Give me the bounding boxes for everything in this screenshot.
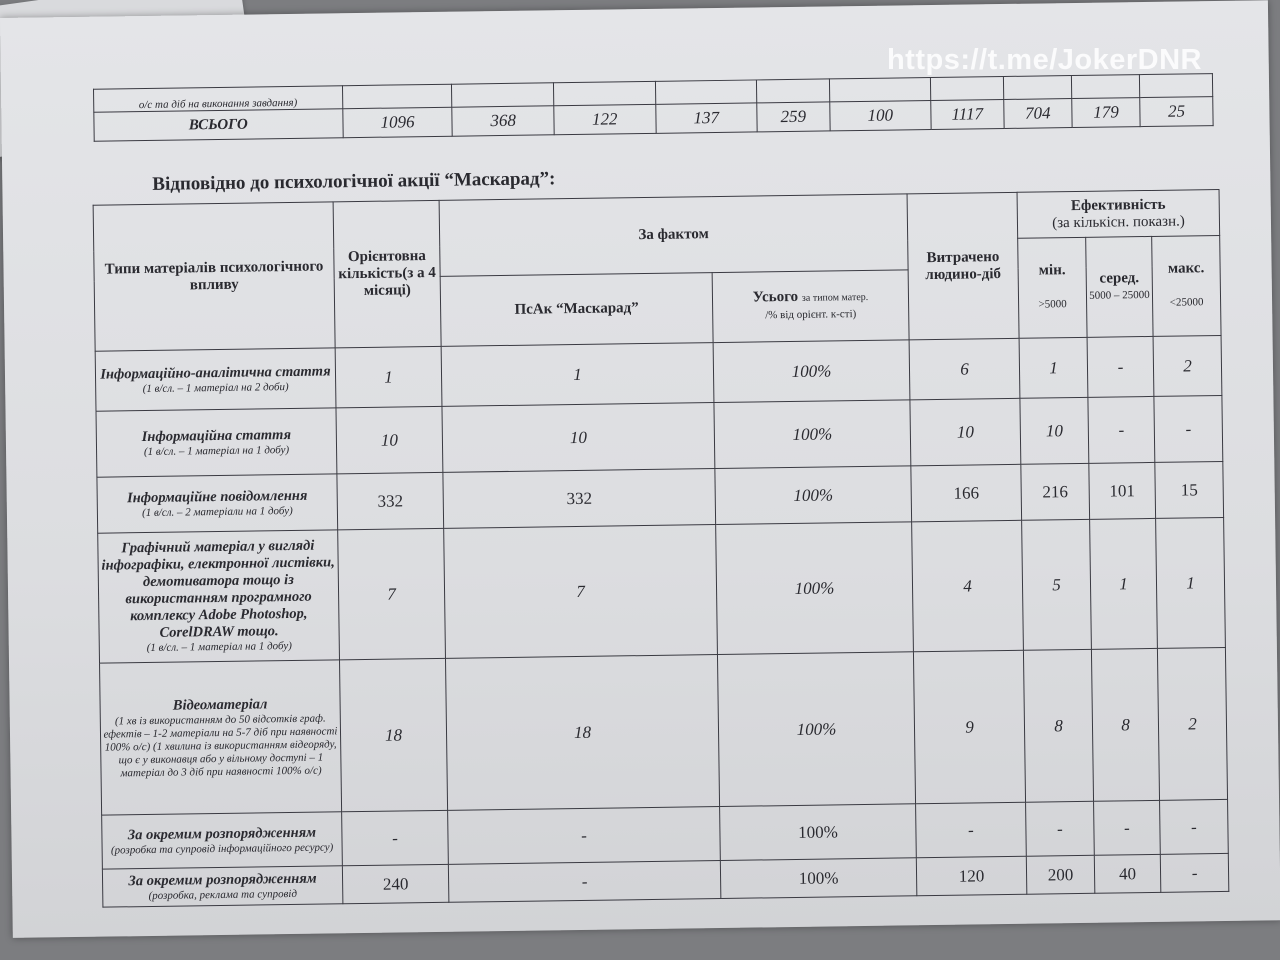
planned-cell: - bbox=[342, 810, 449, 865]
material-note: (розробка, реклама та супровід bbox=[148, 887, 298, 902]
spent-cell: 4 bbox=[912, 520, 1024, 652]
header-efficiency-sub: (за кількісн. показн.) bbox=[1052, 212, 1185, 231]
total-cell: 179 bbox=[1072, 98, 1141, 128]
max-cell: - bbox=[1160, 853, 1229, 892]
max-cell: 15 bbox=[1155, 461, 1224, 518]
header-max-title: макс. bbox=[1167, 260, 1205, 277]
header-min-sub: >5000 bbox=[1038, 298, 1067, 311]
planned-cell: 332 bbox=[337, 472, 444, 529]
watermark-link: https://t.me/JokerDNR bbox=[886, 44, 1202, 76]
min-cell: - bbox=[1026, 801, 1095, 856]
total-cell: 1117 bbox=[931, 99, 1004, 129]
material-note: (1 в/сл. – 2 матеріали на 1 добу) bbox=[141, 504, 293, 519]
table-row bbox=[98, 517, 1226, 663]
total-percent-cell: 100% bbox=[720, 804, 917, 861]
mid-cell: - bbox=[1088, 396, 1155, 463]
min-cell: 10 bbox=[1020, 397, 1089, 464]
planned-cell: 1 bbox=[335, 346, 442, 407]
min-cell: 216 bbox=[1021, 463, 1090, 520]
material-type-cell bbox=[98, 530, 340, 663]
material-type-cell bbox=[102, 812, 343, 869]
material-note: (1 в/сл. – 1 матеріал на 2 доби) bbox=[142, 380, 289, 395]
spent-cell: - bbox=[916, 802, 1027, 858]
min-cell: 5 bbox=[1022, 519, 1092, 650]
mid-cell: 8 bbox=[1091, 648, 1159, 801]
psak-cell: 10 bbox=[442, 403, 715, 473]
header-efficiency-title: Ефективність bbox=[1070, 196, 1166, 214]
total-percent-cell: 100% bbox=[714, 400, 911, 469]
total-cell: 25 bbox=[1140, 97, 1213, 127]
header-max bbox=[1152, 235, 1221, 336]
spent-cell: 9 bbox=[913, 650, 1025, 804]
header-total-small: за типом матер. bbox=[801, 291, 869, 304]
mid-cell: - bbox=[1087, 336, 1154, 397]
min-cell: 1 bbox=[1019, 337, 1088, 398]
total-cell: 704 bbox=[1003, 99, 1072, 129]
min-cell: 8 bbox=[1023, 649, 1093, 802]
planned-cell: 18 bbox=[339, 658, 447, 811]
spent-cell: 166 bbox=[911, 464, 1022, 522]
material-type-cell bbox=[95, 348, 336, 411]
max-cell: 2 bbox=[1153, 335, 1222, 396]
header-total bbox=[712, 270, 909, 343]
mid-cell: 1 bbox=[1090, 518, 1158, 649]
total-percent-cell: 100% bbox=[717, 652, 915, 807]
mid-cell: 40 bbox=[1094, 854, 1161, 893]
materials-table bbox=[93, 189, 1230, 908]
fragment-label: о/с та діб на виконання завдання) bbox=[94, 86, 343, 112]
header-spent: Витрачено людино-діб bbox=[907, 192, 1019, 340]
header-max-sub: <25000 bbox=[1169, 296, 1204, 309]
header-total-main: Усього bbox=[752, 288, 799, 306]
summary-table bbox=[93, 73, 1214, 142]
header-planned: Орієнтовна кількість(з а 4 місяці) bbox=[333, 200, 441, 347]
planned-cell: 7 bbox=[338, 528, 446, 659]
material-type: Інформаційна стаття bbox=[141, 426, 292, 445]
psak-cell: - bbox=[448, 861, 721, 903]
material-type: Відеоматеріал bbox=[172, 695, 268, 714]
total-cell: 100 bbox=[829, 101, 931, 131]
section-caption: Відповідно до психологічної акції “Маскарад”: bbox=[152, 168, 556, 195]
mid-cell: - bbox=[1094, 800, 1161, 855]
max-cell: 2 bbox=[1157, 647, 1227, 800]
material-note: (1 хв із використанням до 50 відсотків граф. ефектів – 1-2 матеріали на 5-7 діб при наявності 100% о/с) (1 хвилина із використанням відеоряду, що є у виконавця або у вільному доступі – 1 матеріал до 3 діб при наявності 100% о/с) bbox=[103, 712, 338, 779]
material-type: Інформаційно-аналітична стаття bbox=[100, 362, 331, 383]
total-cell: 1096 bbox=[342, 107, 452, 138]
material-note: (1 в/сл. – 1 матеріал на 1 добу) bbox=[146, 639, 292, 655]
header-total-sub: /% від орієнт. к-сті) bbox=[765, 308, 857, 322]
header-types: Типи матеріалів психологічного впливу bbox=[93, 202, 335, 351]
material-type-cell bbox=[102, 866, 343, 907]
header-psak: ПсАк “Маскарад” bbox=[440, 273, 713, 347]
total-label: ВСЬОГО bbox=[94, 109, 343, 141]
spent-cell: 6 bbox=[909, 338, 1020, 400]
material-type-cell bbox=[97, 474, 338, 533]
max-cell: 1 bbox=[1156, 517, 1226, 648]
header-min-title: мін. bbox=[1038, 262, 1066, 279]
material-type: Графічний матеріал у вигляді інфографіки, електронної листівки, демотиватора тощо із використанням програмного комплексу Adobe Photoshop, CorelDRAW тощо. bbox=[101, 537, 335, 641]
material-type-cell bbox=[100, 660, 342, 815]
material-type: За окремим розпорядженням bbox=[127, 824, 317, 843]
psak-cell: - bbox=[448, 807, 721, 865]
max-cell: - bbox=[1160, 799, 1229, 854]
table-row bbox=[100, 647, 1228, 815]
psak-cell: 7 bbox=[444, 525, 718, 659]
total-percent-cell: 100% bbox=[720, 858, 917, 899]
spent-cell: 120 bbox=[916, 856, 1027, 896]
total-cell: 122 bbox=[554, 104, 656, 134]
min-cell: 200 bbox=[1026, 855, 1095, 894]
material-type-cell bbox=[96, 408, 337, 477]
material-note: (1 в/сл. – 1 матеріал на 1 добу) bbox=[143, 443, 290, 458]
total-cell: 259 bbox=[757, 102, 830, 132]
total-percent-cell: 100% bbox=[715, 466, 912, 525]
max-cell: - bbox=[1154, 395, 1223, 462]
material-type: Інформаційне повідомлення bbox=[126, 487, 308, 506]
material-type: За окремим розпорядженням bbox=[128, 870, 317, 889]
psak-cell: 1 bbox=[441, 343, 714, 407]
spent-cell: 10 bbox=[910, 398, 1021, 466]
total-percent-cell: 100% bbox=[713, 340, 910, 403]
planned-cell: 10 bbox=[336, 406, 443, 473]
total-cell: 368 bbox=[452, 106, 554, 136]
mid-cell: 101 bbox=[1089, 462, 1156, 519]
material-note: (розробка та супровід інформаційного ресурсу) bbox=[110, 840, 334, 857]
header-mid-title: серед. bbox=[1099, 269, 1140, 287]
total-cell: 137 bbox=[655, 103, 757, 133]
header-min bbox=[1018, 237, 1087, 338]
psak-cell: 18 bbox=[445, 655, 719, 811]
planned-cell: 240 bbox=[342, 864, 449, 903]
header-fact: За фактом bbox=[439, 194, 908, 277]
header-mid bbox=[1086, 236, 1153, 337]
header-efficiency bbox=[1017, 189, 1220, 238]
psak-cell: 332 bbox=[443, 469, 716, 529]
total-percent-cell: 100% bbox=[716, 522, 914, 655]
header-mid-sub: 5000 – 25000 bbox=[1089, 288, 1150, 302]
